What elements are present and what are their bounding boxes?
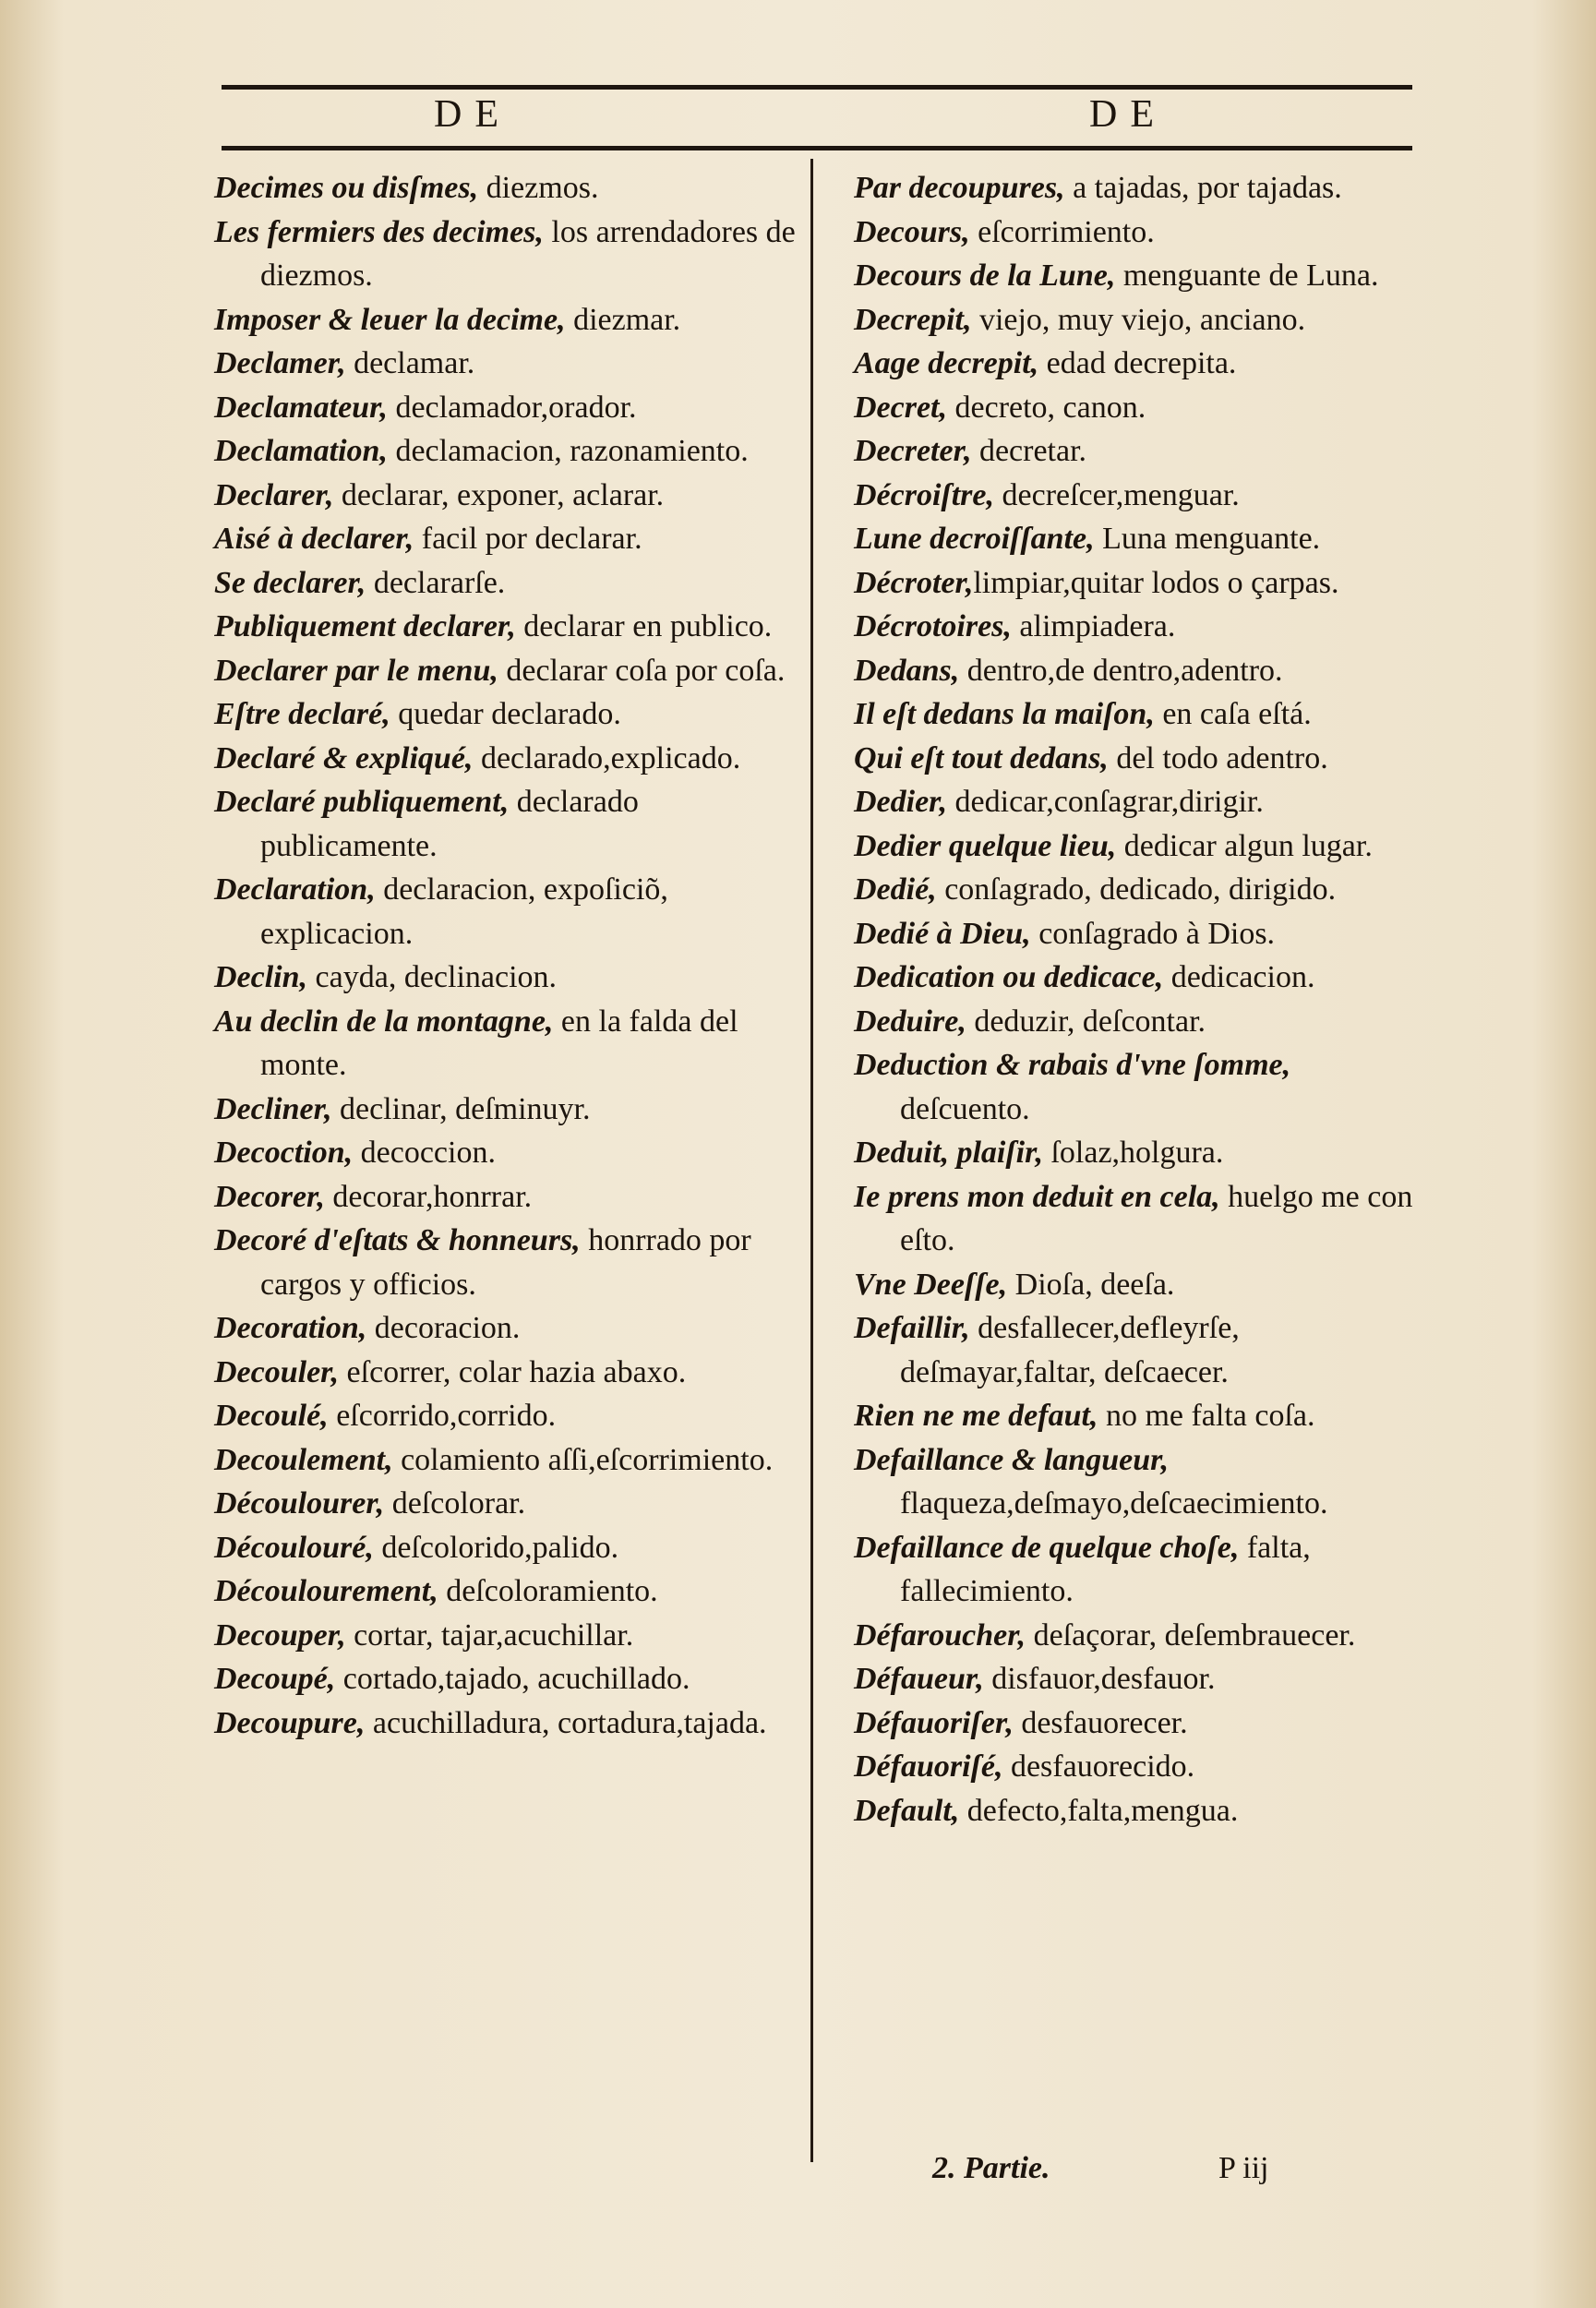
dictionary-entry [214,1438,805,1483]
dictionary-entry [214,1306,805,1351]
entry-definition: decoccion. [353,1136,496,1170]
dictionary-entry [214,166,805,210]
entry-definition: facil por declarar. [414,522,642,556]
dictionary-entry [214,956,805,1000]
entry-headword: Imposer & leuer la decime, [214,302,566,337]
entry-definition: eſcorrido,corrido. [328,1399,557,1433]
dictionary-entry [854,210,1426,255]
entry-headword: Decoré d'eſtats & honneurs, [214,1223,581,1257]
entry-definition: decretar. [971,434,1087,468]
footer [932,2151,1050,2186]
dictionary-entry [214,780,805,868]
dictionary-entry [854,1263,1426,1307]
entry-definition: declamacion, razonamiento. [387,434,749,468]
entry-headword: Decoupure, [214,1705,366,1740]
dictionary-entry [854,561,1426,606]
entry-definition: declararſe. [366,565,506,600]
dictionary-entry [214,386,805,430]
dictionary-entry [854,1306,1426,1394]
entry-definition: disfauor,desfauor. [983,1662,1216,1696]
entry-headword: Decours, [854,214,970,249]
entry-headword: Ie prens mon deduit en cela, [854,1179,1220,1214]
dictionary-entry [854,1701,1426,1746]
entry-definition: declinar, deſminuyr. [331,1091,591,1126]
dictionary-entry [854,386,1426,430]
entry-headword: Décrotoires, [854,609,1012,643]
entry-definition: deſcuento. [900,1091,1030,1126]
dictionary-entry [214,1088,805,1132]
dictionary-entry [214,1175,805,1220]
dictionary-entry [854,1745,1426,1789]
entry-headword: Defaillir, [854,1311,970,1345]
entry-definition: declamador,orador. [387,390,637,425]
entry-definition: decreto, canon. [947,390,1146,425]
entry-headword: Dedié, [854,872,937,907]
entry-definition: declamar. [345,346,475,380]
entry-definition: limpiar,quitar lodos o çarpas. [973,565,1339,600]
entry-headword: Decimes ou disſmes, [214,171,479,205]
entry-definition: decorar,honrrar. [324,1179,533,1214]
dictionary-entry [854,1614,1426,1658]
entry-headword: Decret, [854,390,948,425]
dictionary-entry [214,1000,805,1088]
dictionary-entry [854,912,1426,956]
dictionary-entry [854,868,1426,912]
dictionary-entry [214,1219,805,1306]
entry-headword: Défaroucher, [854,1617,1026,1653]
entry-definition: declarado publicamente. [260,785,639,863]
entry-headword: Découlourement, [214,1574,438,1608]
dictionary-entry [854,1175,1426,1263]
entry-definition: no me falta coſa. [1098,1399,1315,1433]
entry-definition: cortado,tajado, acuchillado. [335,1662,690,1696]
dictionary-entry [854,474,1426,518]
entry-definition: edad decrepita. [1038,346,1237,380]
entry-definition: deſcoloramiento. [438,1574,658,1608]
dictionary-entry [214,474,805,518]
entry-headword: Lune decroiſſante, [854,522,1095,556]
dictionary-entry [214,1131,805,1175]
dictionary-entry [854,737,1426,781]
entry-definition: flaqueza,deſmayo,deſcaecimiento. [900,1486,1328,1521]
entry-definition: huelgo me con eſto. [900,1179,1413,1257]
dictionary-entry [854,1657,1426,1701]
entry-definition: defecto,falta,mengua. [959,1793,1239,1828]
entry-definition: quedar declarado. [390,697,621,731]
dictionary-entry [854,1131,1426,1175]
entry-definition: honrrado por cargos y officios. [260,1223,751,1302]
dictionary-entry [854,824,1426,869]
entry-definition: colamiento aſſi,eſcorrimiento. [392,1442,774,1477]
entry-headword: Défauoriſé, [854,1749,1003,1784]
dictionary-entry [214,1394,805,1438]
entry-headword: Decours de la Lune, [854,258,1116,293]
dictionary-entry [214,1614,805,1658]
dictionary-entry [854,298,1426,343]
entry-headword: Decliner, [214,1091,332,1126]
entry-headword: Declaré & expliqué, [214,740,474,775]
entry-definition: Dioſa, deeſa. [1007,1267,1175,1302]
entry-headword: Qui eſt tout dedans, [854,740,1109,775]
dictionary-entry [214,1526,805,1570]
entry-definition: eſcorrer, colar hazia abaxo. [339,1354,687,1389]
entry-definition: diezmos. [478,171,599,205]
entry-headword: Defaillance & langueur, [854,1442,1169,1477]
dictionary-entry [214,737,805,781]
dictionary-entry [854,342,1426,386]
entry-definition: diezmar. [565,302,681,337]
entry-definition: dedicar algun lugar. [1116,828,1373,863]
entry-definition: del todo adentro. [1108,740,1328,775]
entry-headword: Au declin de la montagne, [214,1004,554,1039]
entry-definition: en la falda del monte. [260,1004,738,1082]
entry-headword: Decoulé, [214,1399,329,1433]
dictionary-entry [214,692,805,737]
dictionary-entry [214,298,805,343]
running-head-right: DE [1089,93,1167,136]
entry-headword: Declaration, [214,872,376,907]
catchword-text: P iij [1218,2151,1269,2185]
dictionary-entry [854,1438,1426,1526]
entry-headword: Deduit, plaiſir, [854,1136,1043,1170]
entry-definition: a tajadas, por tajadas. [1064,171,1342,205]
entry-headword: Il eſt dedans la maiſon, [854,697,1155,731]
top-rule [222,85,1412,90]
entry-headword: Dedié à Dieu, [854,916,1031,951]
dictionary-entry [214,517,805,561]
entry-headword: Décroter, [854,565,974,600]
entry-headword: Decorer, [214,1179,325,1214]
entry-headword: Declaré publiquement, [214,785,510,819]
running-head-left: DE [434,93,511,136]
entry-definition: acuchilladura, cortadura,tajada. [365,1705,767,1740]
entry-headword: Declarer, [214,477,334,512]
entry-definition: decoracion. [366,1311,521,1345]
entry-headword: Aage decrepit, [854,346,1039,380]
dictionary-entry [214,561,805,606]
dictionary-entry [214,342,805,386]
entry-headword: Default, [854,1793,960,1828]
entry-headword: Rien ne me defaut, [854,1399,1098,1433]
entry-definition: deſcolorido,palido. [373,1530,619,1565]
entry-definition: declarado,explicado. [473,740,741,775]
entry-headword: Decrepit, [854,302,972,337]
entry-headword: Défaueur, [854,1662,984,1696]
dictionary-entry [854,956,1426,1000]
dictionary-entry [854,1789,1426,1833]
entry-definition: dedicacion. [1163,960,1315,994]
entry-definition: viejo, muy viejo, anciano. [971,302,1306,337]
entry-definition: dentro,de dentro,adentro. [959,653,1283,688]
entry-definition: cortar, tajar,acuchillar. [345,1617,634,1653]
dictionary-entry [214,1657,805,1701]
entry-headword: Dedier, [854,785,948,819]
entry-headword: Eſtre declaré, [214,697,390,731]
entry-headword: Publiquement declarer, [214,609,516,643]
entry-headword: Découlourer, [214,1486,385,1521]
dictionary-entry [854,429,1426,474]
entry-headword: Declamer, [214,346,346,380]
entry-definition: declarar, exponer, aclarar. [333,477,665,512]
dictionary-entry [214,649,805,693]
right-column [854,166,1426,1833]
entry-headword: Deduire, [854,1004,966,1039]
dictionary-entry [214,1482,805,1526]
dictionary-entry [854,254,1426,298]
entry-definition: declarar coſa por coſa. [498,653,786,688]
dictionary-entry [214,605,805,649]
dictionary-entry [854,517,1426,561]
dictionary-entry [214,1351,805,1395]
entry-definition: los arrendadores de diezmos. [260,214,796,293]
entry-definition: cayda, declinacion. [307,960,558,994]
entry-headword: Decoction, [214,1136,354,1170]
head-rule [222,146,1412,150]
entry-headword: Decouper, [214,1617,346,1653]
entry-headword: Dedication ou dedicace, [854,960,1164,994]
entry-definition: ſolaz,holgura. [1042,1136,1224,1170]
dictionary-entry [854,166,1426,210]
dictionary-entry [214,1701,805,1746]
dictionary-entry [854,649,1426,693]
entry-definition: eſcorrimiento. [969,214,1155,249]
entry-definition: deduzir, deſcontar. [966,1004,1206,1039]
entry-definition: deſcolorar. [384,1486,526,1521]
entry-definition: conſagrado, dedicado, dirigido. [936,872,1337,907]
entry-definition: menguante de Luna. [1115,258,1379,293]
entry-definition: declaracion, expoſiciõ, explicacion. [260,872,668,951]
entry-headword: Deduction & rabais d'vne ſomme, [854,1048,1291,1082]
dictionary-entry [854,1000,1426,1044]
entry-definition: falta, fallecimiento. [900,1530,1311,1608]
dictionary-entry [214,868,805,956]
dictionary-entry [854,1043,1426,1131]
entry-headword: Découlouré, [214,1530,374,1565]
entry-headword: Défauoriſer, [854,1705,1014,1740]
entry-headword: Se declarer, [214,565,366,600]
entry-definition: dedicar,conſagrar,dirigir. [947,785,1264,819]
entry-definition: declarar en publico. [515,609,773,643]
left-column [214,166,805,1745]
entry-headword: Declamation, [214,434,388,468]
entry-definition: decreſcer,menguar. [994,477,1240,512]
entry-headword: Declarer par le menu, [214,653,498,688]
dictionary-entry [854,1526,1426,1614]
entry-headword: Defaillance de quelque choſe, [854,1530,1240,1565]
entry-headword: Decoration, [214,1311,367,1345]
entry-headword: Decreter, [854,434,972,468]
dictionary-entry [854,692,1426,737]
entry-headword: Decoupé, [214,1662,336,1696]
entry-headword: Vne Deeſſe, [854,1267,1008,1302]
entry-headword: Decoulement, [214,1442,393,1477]
dictionary-entry [214,1569,805,1614]
entry-headword: Les fermiers des decimes, [214,214,544,249]
catchword [1218,2151,1269,2186]
entry-headword: Dedier quelque lieu, [854,828,1117,863]
entry-definition: deſaçorar, deſembrauecer. [1026,1617,1356,1653]
entry-headword: Declin, [214,960,308,994]
entry-definition: desfauorecer. [1013,1705,1188,1740]
entry-headword: Par decoupures, [854,171,1065,205]
entry-definition: en caſa eſtá. [1154,697,1312,731]
entry-definition: alimpiadera. [1011,609,1176,643]
entry-headword: Décroiſtre, [854,477,995,512]
dictionary-entry [854,605,1426,649]
entry-definition: desfallecer,defleyrſe, deſmayar,faltar, deſcaecer. [900,1311,1240,1389]
dictionary-entry [214,429,805,474]
entry-headword: Aisé à declarer, [214,522,414,556]
dictionary-entry [854,780,1426,824]
dictionary-entry [214,210,805,298]
entry-definition: desfauorecido. [1002,1749,1195,1784]
entry-headword: Declamateur, [214,390,388,425]
dictionary-entry [854,1394,1426,1438]
column-divider [810,159,813,2162]
signature-mark: 2. Partie. [932,2151,1050,2185]
entry-headword: Decouler, [214,1354,340,1389]
entry-definition: conſagrado à Dios. [1030,916,1276,951]
entry-headword: Dedans, [854,653,960,688]
entry-definition: Luna menguante. [1094,522,1321,556]
